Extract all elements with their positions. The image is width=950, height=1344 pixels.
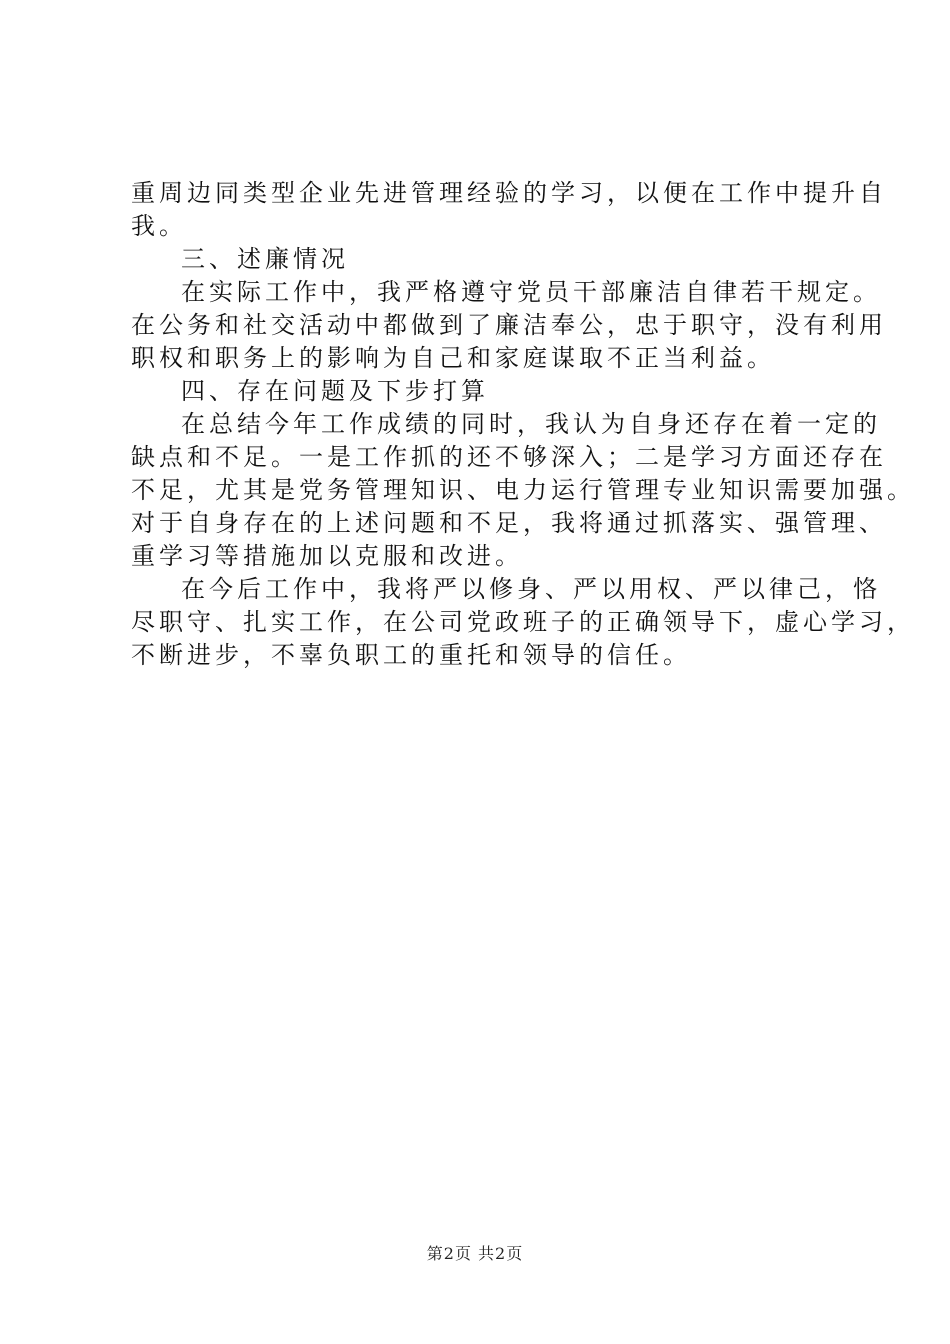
body-line: 重周边同类型企业先进管理经验的学习，以便在工作中提升自 (131, 179, 887, 207)
body-line: 缺点和不足。一是工作抓的还不够深入；二是学习方面还存在 (131, 443, 887, 471)
body-line: 在实际工作中，我严格遵守党员干部廉洁自律若干规定。 (181, 278, 881, 306)
body-line: 在总结今年工作成绩的同时，我认为自身还存在着一定的 (181, 410, 881, 438)
body-line: 我。 (131, 212, 187, 240)
body-line: 在今后工作中，我将严以修身、严以用权、严以律己，恪 (181, 575, 881, 603)
body-line: 尽职守、扎实工作，在公司党政班子的正确领导下，虚心学习， (131, 608, 915, 636)
body-line: 重学习等措施加以克服和改进。 (131, 542, 523, 570)
document-body (131, 177, 915, 672)
body-line: 在公务和社交活动中都做到了廉洁奉公，忠于职守，没有利用 (131, 311, 887, 339)
section-heading: 四、存在问题及下步打算 (181, 377, 489, 405)
body-line: 不断进步，不辜负职工的重托和领导的信任。 (131, 641, 691, 669)
body-line: 对于自身存在的上述问题和不足，我将通过抓落实、强管理、 (131, 509, 887, 537)
body-line: 不足，尤其是党务管理知识、电力运行管理专业知识需要加强。 (131, 476, 915, 504)
body-line: 职权和职务上的影响为自己和家庭谋取不正当利益。 (131, 344, 775, 372)
section-heading: 三、述廉情况 (181, 245, 349, 273)
page-footer: 第2页 共2页 (426, 1244, 524, 1263)
